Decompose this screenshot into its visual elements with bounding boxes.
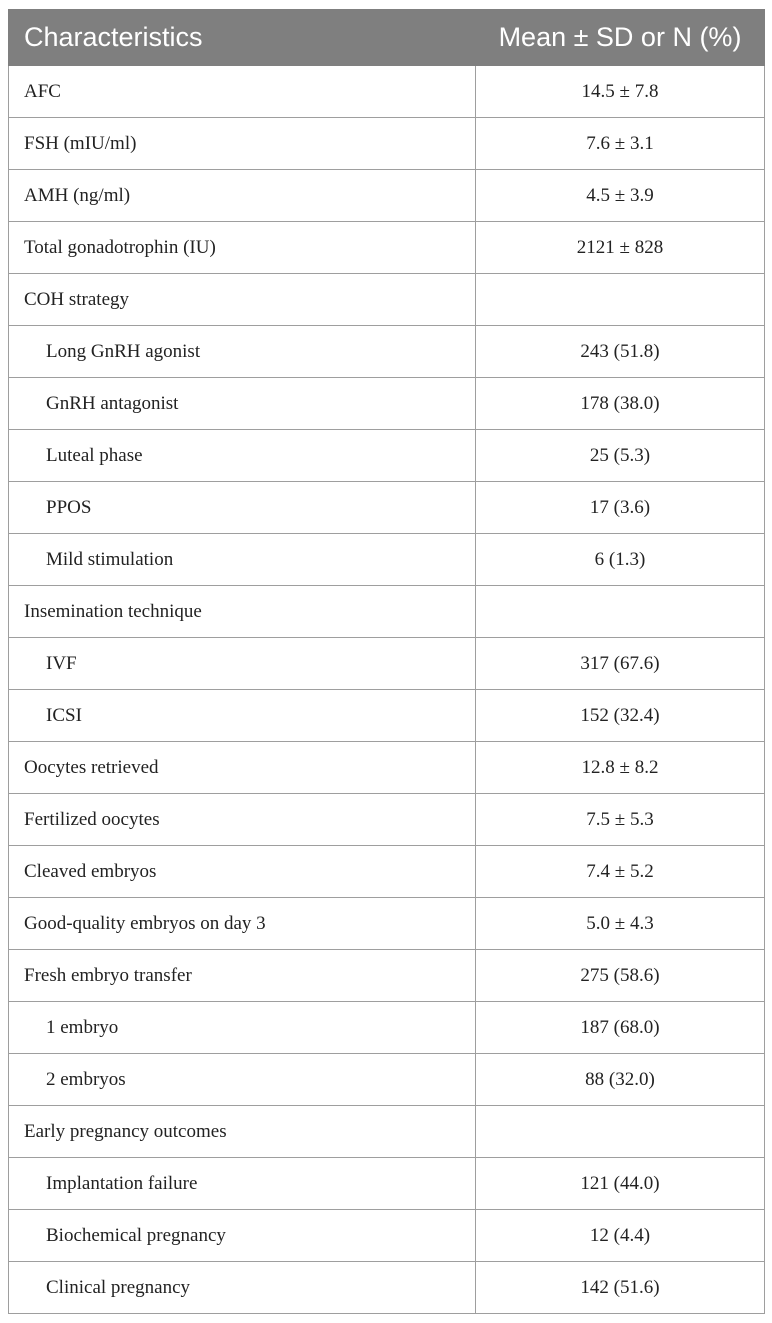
row-value: 4.5 ± 3.9 bbox=[476, 170, 765, 222]
row-sublabel: Clinical pregnancy bbox=[9, 1262, 476, 1314]
table-row bbox=[9, 898, 765, 950]
table-row bbox=[9, 66, 765, 118]
row-value: 187 (68.0) bbox=[476, 1002, 765, 1054]
row-value: 17 (3.6) bbox=[476, 482, 765, 534]
table-row bbox=[9, 430, 765, 482]
characteristics-table bbox=[8, 9, 765, 1314]
row-sublabel: Implantation failure bbox=[9, 1158, 476, 1210]
row-sublabel: IVF bbox=[9, 638, 476, 690]
row-label: AFC bbox=[9, 66, 476, 118]
row-sublabel: 1 embryo bbox=[9, 1002, 476, 1054]
row-value: 12 (4.4) bbox=[476, 1210, 765, 1262]
table-row bbox=[9, 378, 765, 430]
header-characteristics: Characteristics bbox=[9, 10, 476, 66]
row-label: Insemination technique bbox=[9, 586, 476, 638]
table-row bbox=[9, 794, 765, 846]
row-value: 5.0 ± 4.3 bbox=[476, 898, 765, 950]
row-sublabel: Luteal phase bbox=[9, 430, 476, 482]
table-row bbox=[9, 170, 765, 222]
row-sublabel: Long GnRH agonist bbox=[9, 326, 476, 378]
row-sublabel: Mild stimulation bbox=[9, 534, 476, 586]
row-label: Fresh embryo transfer bbox=[9, 950, 476, 1002]
row-value: 6 (1.3) bbox=[476, 534, 765, 586]
row-value bbox=[476, 1106, 765, 1158]
row-value: 25 (5.3) bbox=[476, 430, 765, 482]
row-value: 142 (51.6) bbox=[476, 1262, 765, 1314]
header-row bbox=[9, 10, 765, 66]
table-row bbox=[9, 1262, 765, 1314]
row-value: 12.8 ± 8.2 bbox=[476, 742, 765, 794]
row-value: 2121 ± 828 bbox=[476, 222, 765, 274]
table-row bbox=[9, 482, 765, 534]
row-value: 88 (32.0) bbox=[476, 1054, 765, 1106]
row-value: 7.6 ± 3.1 bbox=[476, 118, 765, 170]
table-row bbox=[9, 586, 765, 638]
row-sublabel: GnRH antagonist bbox=[9, 378, 476, 430]
table-row bbox=[9, 742, 765, 794]
row-label: Total gonadotrophin (IU) bbox=[9, 222, 476, 274]
row-label: FSH (mIU/ml) bbox=[9, 118, 476, 170]
table-row bbox=[9, 1106, 765, 1158]
table-row bbox=[9, 1002, 765, 1054]
table-row bbox=[9, 1054, 765, 1106]
row-sublabel: PPOS bbox=[9, 482, 476, 534]
row-value: 7.5 ± 5.3 bbox=[476, 794, 765, 846]
table-row bbox=[9, 222, 765, 274]
row-label: Oocytes retrieved bbox=[9, 742, 476, 794]
row-value bbox=[476, 586, 765, 638]
header-mean-sd-or-n: Mean ± SD or N (%) bbox=[476, 10, 765, 66]
row-label: COH strategy bbox=[9, 274, 476, 326]
row-value: 317 (67.6) bbox=[476, 638, 765, 690]
table-row bbox=[9, 326, 765, 378]
row-sublabel: ICSI bbox=[9, 690, 476, 742]
row-value: 243 (51.8) bbox=[476, 326, 765, 378]
row-value: 152 (32.4) bbox=[476, 690, 765, 742]
characteristics-table-container bbox=[8, 9, 764, 1314]
table-body bbox=[9, 66, 765, 1314]
table-row bbox=[9, 638, 765, 690]
table-row bbox=[9, 118, 765, 170]
table-row bbox=[9, 690, 765, 742]
table-row bbox=[9, 950, 765, 1002]
table-row bbox=[9, 1158, 765, 1210]
row-value: 121 (44.0) bbox=[476, 1158, 765, 1210]
table-row bbox=[9, 534, 765, 586]
table-header bbox=[9, 10, 765, 66]
table-row bbox=[9, 1210, 765, 1262]
row-label: Cleaved embryos bbox=[9, 846, 476, 898]
row-label: Good-quality embryos on day 3 bbox=[9, 898, 476, 950]
row-label: Early pregnancy outcomes bbox=[9, 1106, 476, 1158]
row-value bbox=[476, 274, 765, 326]
row-value: 178 (38.0) bbox=[476, 378, 765, 430]
row-label: Fertilized oocytes bbox=[9, 794, 476, 846]
row-sublabel: Biochemical pregnancy bbox=[9, 1210, 476, 1262]
row-value: 14.5 ± 7.8 bbox=[476, 66, 765, 118]
table-row bbox=[9, 846, 765, 898]
row-value: 275 (58.6) bbox=[476, 950, 765, 1002]
table-row bbox=[9, 274, 765, 326]
row-label: AMH (ng/ml) bbox=[9, 170, 476, 222]
row-sublabel: 2 embryos bbox=[9, 1054, 476, 1106]
row-value: 7.4 ± 5.2 bbox=[476, 846, 765, 898]
